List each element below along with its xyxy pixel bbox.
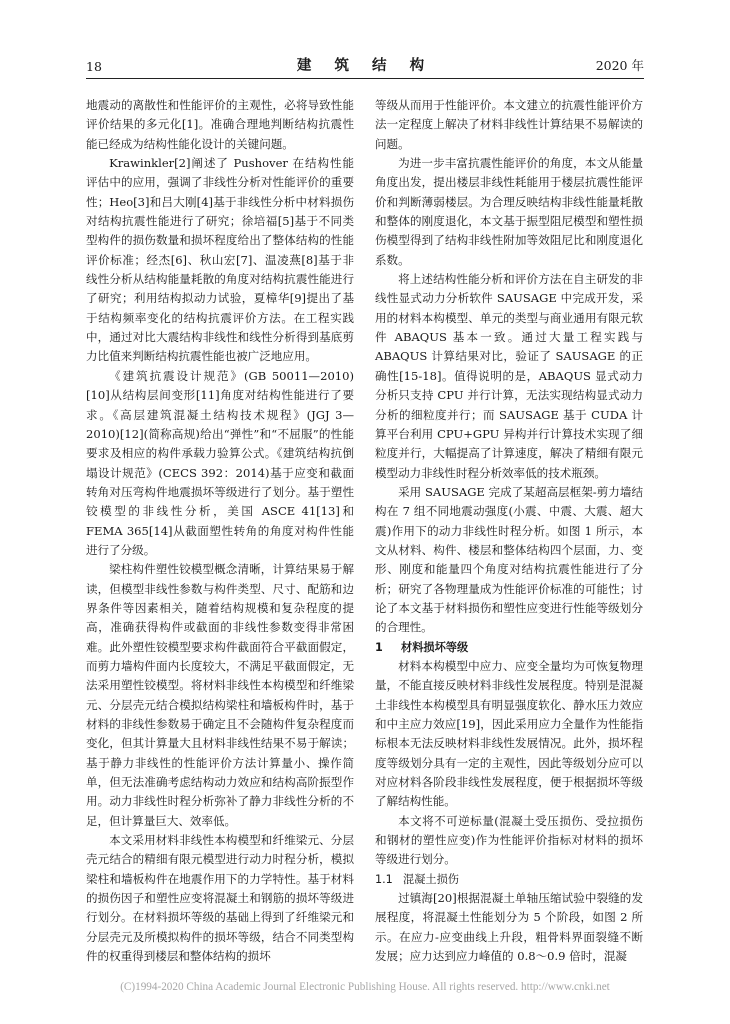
body-paragraph: 本文采用材料非线性本构模型和纤维梁元、分层壳元结合的精细有限元模型进行动力时程分析，模拟梁柱和墙板构件在地震作用下的力学特性。基于材料的损伤因子和塑性应变将混凝土和钢筋的损坏等级进行划分。在材料损坏等级的基础上得到了纤维梁元和分层壳元及所模拟构件的损坏等级，结合不同类型构件的权重得到楼层和整体结构的损坏	[86, 833, 354, 964]
body-paragraph: 过镇海[20]根据混凝土单轴压缩试验中裂缝的发展程度，将混凝土性能划分为 5 个阶段，如图 2 所示。在应力-应变曲线上升段，粗骨料界面裂缝不断发展；应力达到应力峰值的 0.8～0.9 倍时，混凝	[375, 891, 643, 964]
running-header	[86, 56, 644, 79]
publication-year: 2020 年	[595, 58, 644, 73]
journal-name: 建 筑 结 构	[296, 57, 434, 74]
body-paragraph: 为进一步丰富抗震性能评价的角度，本文从能量角度出发，提出楼层非线性耗能用于楼层抗震性能评价和判断薄弱楼层。为合理反映结构非线性能量耗散和整体的刚度退化，本文基于振型阻尼模型和塑性损伤模型得到了结构非线性附加等效阻尼比和刚度退化系数。	[375, 156, 643, 267]
heading-number: 1	[375, 640, 383, 654]
page-number: 18	[86, 59, 102, 74]
copyright-footer: (C)1994-2020 China Academic Journal Electronic Publishing House. All rights reserved. http://www.cnki.net	[120, 981, 610, 993]
body-paragraph: 等级从而用于性能评价。本文建立的抗震性能评价方法一定程度上解决了材料非线性计算结果不易解读的问题。	[375, 98, 643, 151]
right-column	[375, 96, 643, 966]
body-paragraph: Krawinkler[2]阐述了 Pushover 在结构性能评估中的应用，强调了非线性分析对性能评价的重要性；Heo[3]和吕大刚[4]基于非线性分析中材料损伤对结构抗震性能进行了研究；徐培福[5]基于不同类型构件的损伤数量和损坏程度给出了整体结构的性能评价标准；经杰[6]、秋山宏[7]、温凌燕[8]基于非线性分析从结构能量耗散的角度对结构抗震性能进行了研究；利用结构拟动力试验，夏樟华[9]提出了基于结构频率变化的结构抗震评价方法。在工程实践中，通过对比大震结构非线性和线性分析得到基底剪力比值来判断结构抗震性能也被广泛地应用。	[86, 156, 354, 364]
section-heading	[375, 638, 643, 657]
body-paragraph: 材料本构模型中应力、应变全量均为可恢复物理量，不能直接反映材料非线性发展程度。特别是混凝土非线性本构模型具有明显强度软化、静水压力效应和中主应力效应[19]，因此采用应力全量作为性能指标根本无法反映材料非线性发展情况。此外，损坏程度等级划分具有一定的主观性，因此等级划分应可以对应材料各阶段非线性发展程度，便于根据损坏等级了解结构性能。	[375, 658, 643, 809]
left-column	[86, 96, 354, 966]
body-paragraph: 本文将不可逆标量(混凝土受压损伤、受拉损伤和钢材的塑性应变)作为性能评价指标对材料的损坏等级进行划分。	[375, 813, 643, 867]
heading-number: 1.1	[375, 872, 393, 886]
subsection-heading	[375, 870, 643, 889]
body-paragraph: 《建筑抗震设计规范》(GB 50011—2010)[10]从结构层间变形[11]角度对结构性能进行了要求。《高层建筑混凝土结构技术规程》(JGJ 3—2010)[12](简称高规)给出“弹性”和“不屈服”的性能要求及相应的构件承载力验算公式。《建筑结构抗倒塌设计规范》(CECS 392：2014)基于应变和截面转角对压弯构件地震损坏等级进行了划分。基于塑性铰模型的非线性分析，美国 ASCE 41[13]和 FEMA 365[14]从截面塑性转角的角度对构件性能进行了分级。	[86, 368, 354, 557]
body-paragraph: 地震动的离散性和性能评价的主观性，必将导致性能评价结果的多元化[1]。准确合理地判断结构抗震性能已经成为结构性能化设计的关键问题。	[86, 98, 354, 151]
heading-text: 材料损坏等级	[401, 640, 469, 654]
heading-text: 混凝土损伤	[403, 872, 459, 886]
body-paragraph: 将上述结构性能分析和评价方法在自主研发的非线性显式动力分析软件 SAUSAGE 中完成开发，采用的材料本构模型、单元的类型与商业通用有限元软件 ABAQUS 基本一致。通过大量工程实践与 ABAQUS 计算结果对比，验证了 SAUSAGE 的正确性[15-18]。值得说明的是，ABAQUS 显式动力分析只支持 CPU 并行计算，无法实现结构显式动力分析的细粒度并行；而 SAUSAGE 基于 CUDA 计算平台利用 CPU+GPU 异构并行计算技术实现了细粒度并行，大幅提高了计算速度，解决了精细有限元模型动力非线性时程分析效率低的技术瓶颈。	[375, 272, 643, 480]
body-paragraph: 采用 SAUSAGE 完成了某超高层框架-剪力墙结构在 7 组不同地震动强度(小震、中震、大震、超大震)作用下的动力非线性时程分析。如图 1 所示，本文从材料、构件、楼层和整体结构四个层面，力、变形、刚度和能量四个角度对结构抗震性能进行了分析；研究了各物理量成为性能评价标准的可能性；讨论了本文基于材料损伤和塑性应变进行性能等级划分的合理性。	[375, 484, 643, 635]
body-paragraph: 梁柱构件塑性铰模型概念清晰，计算结果易于解读，但模型非线性参数与构件类型、尺寸、配筋和边界条件等因素相关，随着结构规模和复杂程度的提高，准确获得构件或截面的非线性参数变得非常困难。此外塑性铰模型要求构件截面符合平截面假定，而剪力墙构件面内长度较大，不满足平截面假定，无法采用塑性铰模型。将材料非线性本构模型和纤维梁元、分层壳元结合模拟结构梁柱和墙板构件时，基于材料的非线性参数易于确定且不会随构件复杂程度而变化，但其计算量大且材料非线性结果不易于解读；基于静力非线性的性能评价方法计算量小、操作简单，但无法准确考虑结构动力效应和结构高阶振型作用。动力非线性时程分析弥补了静力非线性分析的不足，但计算量巨大、效率低。	[86, 562, 354, 828]
